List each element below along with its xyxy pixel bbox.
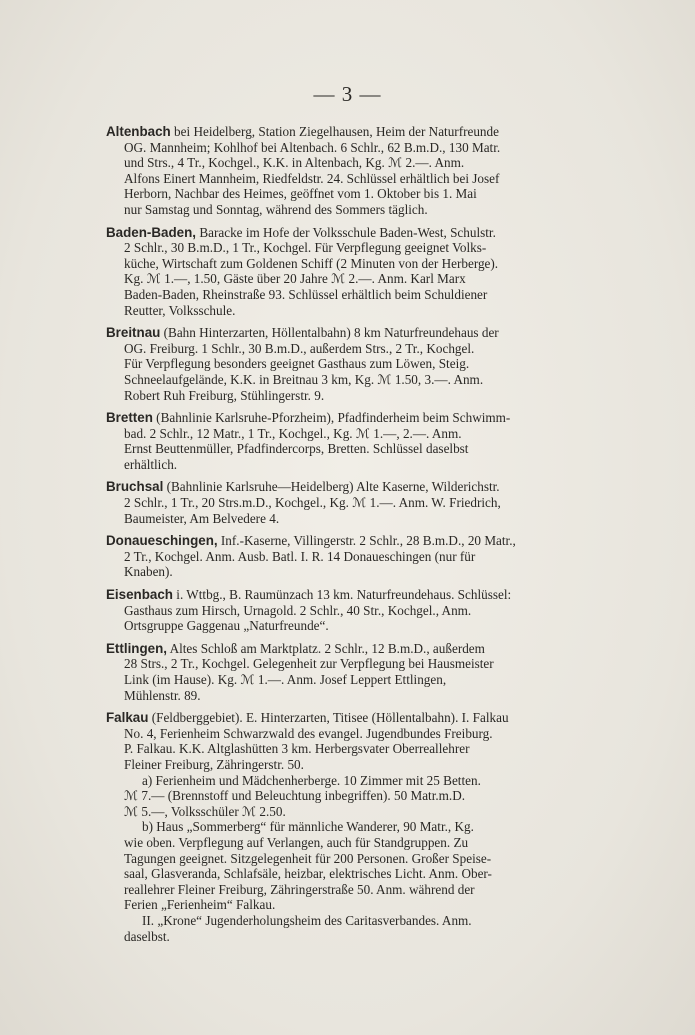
entry-line: Baden-Baden, Rheinstraße 93. Schlüssel erhältlich beim Schuldiener [124,286,488,302]
entry-first-text: bei Heidelberg, Station Ziegelhausen, Heim der Naturfreunde [170,124,499,139]
entry-first-line [106,587,626,603]
entry-line: Alfons Einert Mannheim, Riedfeldstr. 24. Schlüssel erhältlich bei Josef [124,170,500,186]
entry-donaueschingen [106,533,626,580]
entry-line: 28 Strs., 2 Tr., Kochgel. Gelegenheit zur Verpflegung bei Hausmeister [124,656,494,672]
entry-first-line [106,225,626,241]
entry-line: Ortsgruppe Gaggenau „Naturfreunde“. [124,618,329,634]
section-line: saal, Glasveranda, Schlafsäle, heizbar, elektrisches Licht. Anm. Ober- [124,866,492,882]
entry-body [106,240,626,318]
entry-bruchsal [106,479,626,526]
section-line: ℳ 7.— (Brennstoff und Beleuchtung inbegriffen). 50 Matr.m.D. [124,788,466,804]
section-line: II. „Krone“ Jugenderholungsheim des Caritasverbandes. Anm. [142,912,472,928]
entry-first-text: Baracke im Hofe der Volksschule Baden-West, Schulstr. [196,224,496,240]
entry-name: Bretten [106,410,153,426]
hostel-directory [106,124,626,951]
entry-name: Donaueschingen, [106,533,218,549]
entry-name: Breitnau [106,325,161,341]
entry-ettlingen [106,641,626,703]
entry-line: Für Verpflegung besonders geeignet Gasthaus zum Löwen, Steig. [124,356,470,372]
entry-body [106,426,626,473]
entry-first-line [106,710,626,726]
entry-line: Reutter, Volksschule. [124,302,236,318]
entry-line: nur Samstag und Sonntag, während des Sommers täglich. [124,201,428,217]
entry-line: Fleiner Freiburg, Zähringerstr. 50. [124,756,304,772]
entry-line: Herborn, Nachbar des Heimes, geöffnet vom 1. Oktober bis 1. Mai [124,186,477,202]
entry-first-line [106,533,626,549]
entry-name: Eisenbach [106,587,173,603]
entry-first-line [106,410,626,426]
section-line: reallehrer Fleiner Freiburg, Zähringerstraße 50. Anm. während der [124,881,475,897]
section-line: a) Ferienheim und Mädchenherberge. 10 Zimmer mit 25 Betten. [142,772,481,788]
section-line: Ferien „Ferienheim“ Falkau. [124,897,276,913]
entry-line: küche, Wirtschaft zum Goldenen Schiff (2 Minuten von der Herberge). [124,255,499,271]
entry-body [106,656,626,703]
entry-line: Knaben). [124,564,173,580]
entry-body [106,603,626,634]
entry-line: 2 Schlr., 30 B.m.D., 1 Tr., Kochgel. Für Verpflegung geeignet Volks- [124,240,487,256]
entry-name: Ettlingen, [106,640,167,656]
entry-line: OG. Freiburg. 1 Schlr., 30 B.m.D., außerdem Strs., 2 Tr., Kochgel. [124,340,475,356]
entry-body [106,341,626,403]
falkau-section-ii [106,913,626,944]
entry-line: No. 4, Ferienheim Schwarzwald des evangel. Jugendbundes Freiburg. [124,725,493,741]
entry-first-text: i. Wttbg., B. Raumünzach 13 km. Naturfreundehaus. Schlüssel: [172,587,512,603]
entry-line: erhältlich. [124,456,178,472]
entry-line: und Strs., 4 Tr., Kochgel., K.K. in Altenbach, Kg. ℳ 2.—. Anm. [124,155,465,171]
entry-name: Bruchsal [106,479,164,495]
entry-line: Kg. ℳ 1.—, 1.50, Gäste über 20 Jahre ℳ 2.—. Anm. Karl Marx [124,271,466,287]
entry-line: P. Falkau. K.K. Altglashütten 3 km. Herbergsvater Oberreallehrer [124,741,470,757]
entry-line: Schneelaufgelände, K.K. in Breitnau 3 km, Kg. ℳ 1.50, 3.—. Anm. [124,371,484,387]
entry-body [106,140,626,218]
section-line: ℳ 5.—, Volksschüler ℳ 2.50. [124,803,286,819]
entry-body [106,726,626,773]
entry-altenbach [106,124,626,218]
entry-falkau [106,710,626,944]
entry-breitnau [106,325,626,403]
entry-line: Gasthaus zum Hirsch, Urnagold. 2 Schlr., 40 Str., Kochgel., Anm. [124,602,472,618]
entry-body [106,549,626,580]
entry-line: Mühlenstr. 89. [124,687,201,703]
entry-line: Baumeister, Am Belvedere 4. [124,510,280,526]
entry-bretten [106,410,626,472]
entry-first-text: Altes Schloß am Marktplatz. 2 Schlr., 12 B.m.D., außerdem [167,640,485,656]
entry-body [106,495,626,526]
falkau-section-a [106,773,626,820]
entry-eisenbach [106,587,626,634]
entry-name: Baden-Baden, [106,224,197,240]
page-number: — 3 — [313,82,382,106]
entry-line: 2 Schlr., 1 Tr., 20 Strs.m.D., Kochgel., Kg. ℳ 1.—. Anm. W. Friedrich, [124,495,501,511]
entry-name: Falkau [106,710,149,726]
entry-line: OG. Mannheim; Kohlhof bei Altenbach. 6 Schlr., 62 B.m.D., 130 Matr. [124,139,501,155]
entry-line: bad. 2 Schlr., 12 Matr., 1 Tr., Kochgel., Kg. ℳ 1.—, 2.—. Anm. [124,425,462,441]
entry-baden-baden [106,225,626,319]
entry-first-line [106,641,626,657]
section-line: wie oben. Verpflegung auf Verlangen, auch für Standgruppen. Zu [124,834,469,850]
entry-line: 2 Tr., Kochgel. Anm. Ausb. Batl. I. R. 14 Donaueschingen (nur für [124,548,476,564]
entry-line: Ernst Beuttenmüller, Pfadfindercorps, Bretten. Schlüssel daselbst [124,441,469,457]
entry-first-line [106,124,626,140]
entry-line: Link (im Hause). Kg. ℳ 1.—. Anm. Josef Leppert Ettlingen, [124,672,447,687]
entry-first-text: (Feldberggebiet). E. Hinterzarten, Titisee (Höllentalbahn). I. Falkau [148,710,509,726]
entry-first-text: (Bahnlinie Karlsruhe—Heidelberg) Alte Kaserne, Wilderichstr. [163,479,500,495]
entry-first-text: (Bahnlinie Karlsruhe-Pforzheim), Pfadfinderheim beim Schwimm- [152,410,511,426]
entry-first-line [106,325,626,341]
entry-name: Altenbach [106,124,171,139]
falkau-section-b [106,819,626,913]
entry-first-text: (Bahn Hinterzarten, Höllentalbahn) 8 km Naturfreundehaus der [160,325,499,341]
entry-first-text: Inf.-Kaserne, Villingerstr. 2 Schlr., 28 B.m.D., 20 Matr., [217,533,516,549]
entry-line: Robert Ruh Freiburg, Stühlingerstr. 9. [124,387,325,403]
section-line: daselbst. [124,928,170,944]
section-line: b) Haus „Sommerberg“ für männliche Wanderer, 90 Matr., Kg. [142,819,474,835]
section-line: Tagungen geeignet. Sitzgelegenheit für 200 Personen. Großer Speise- [124,850,492,866]
entry-first-line [106,479,626,495]
